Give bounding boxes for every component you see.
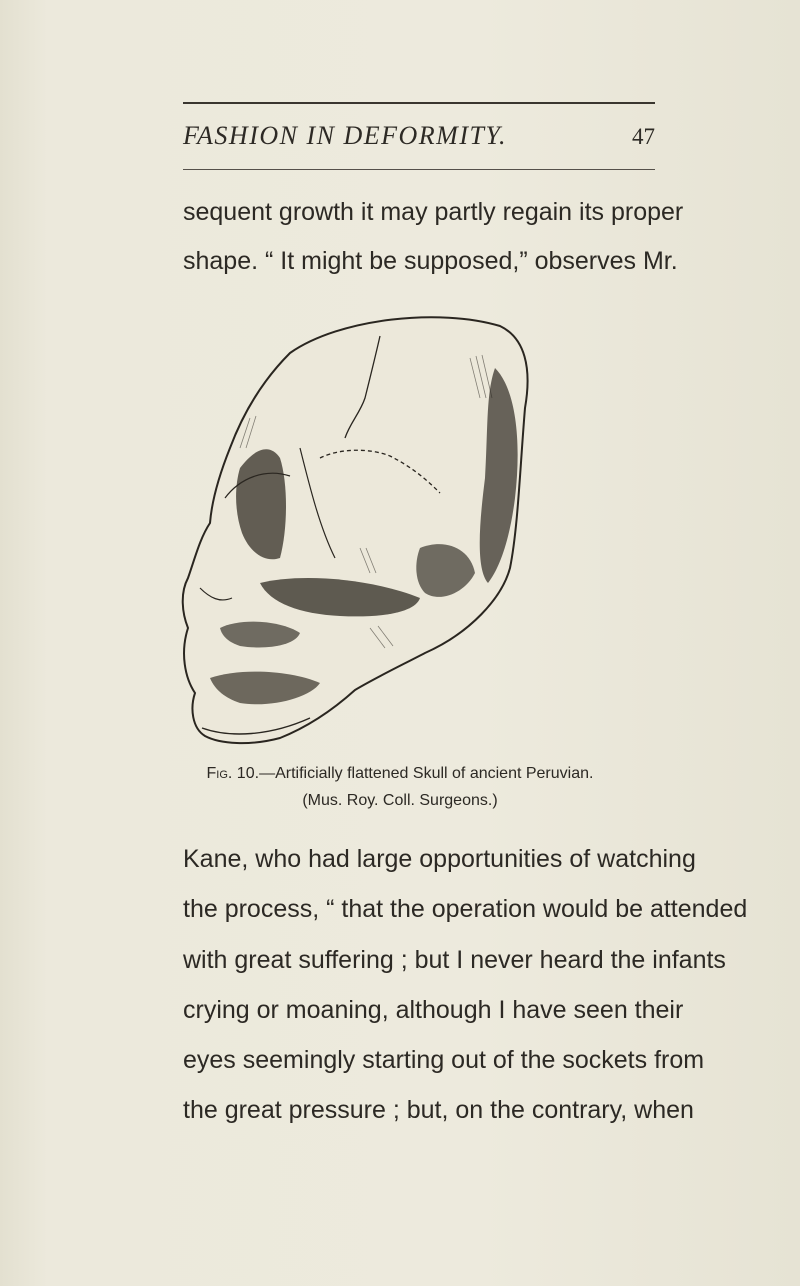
body-line-3: Kane, who had large opportunities of watching bbox=[183, 845, 696, 873]
caption-label: Fig. 10. bbox=[206, 765, 260, 782]
page-number: 47 bbox=[632, 124, 655, 149]
body-line-2: shape. “ It might be supposed,” observes Mr. bbox=[183, 247, 678, 275]
header-bottom-rule bbox=[183, 169, 655, 170]
body-line-8: the great pressure ; but, on the contrary, when bbox=[183, 1096, 694, 1124]
body-line-1: sequent growth it may partly regain its proper bbox=[183, 198, 684, 226]
header-top-rule bbox=[183, 102, 655, 104]
body-line-7: eyes seemingly starting out of the sockets from bbox=[183, 1046, 705, 1074]
figure-caption bbox=[140, 765, 660, 783]
skull-illustration bbox=[170, 298, 550, 756]
running-title: FASHION IN DEFORMITY. bbox=[183, 121, 508, 150]
skull-figure bbox=[170, 298, 550, 756]
caption-source: (Mus. Roy. Coll. Surgeons.) bbox=[302, 792, 498, 809]
body-line-5: with great suffering ; but I never heard the infants bbox=[183, 946, 726, 974]
body-line-6: crying or moaning, although I have seen their bbox=[183, 996, 684, 1024]
body-line-4: the process, “ that the operation would be attended bbox=[183, 895, 748, 923]
running-head bbox=[183, 121, 655, 157]
caption-text: —Artificially flattened Skull of ancient Peruvian. bbox=[259, 765, 594, 782]
